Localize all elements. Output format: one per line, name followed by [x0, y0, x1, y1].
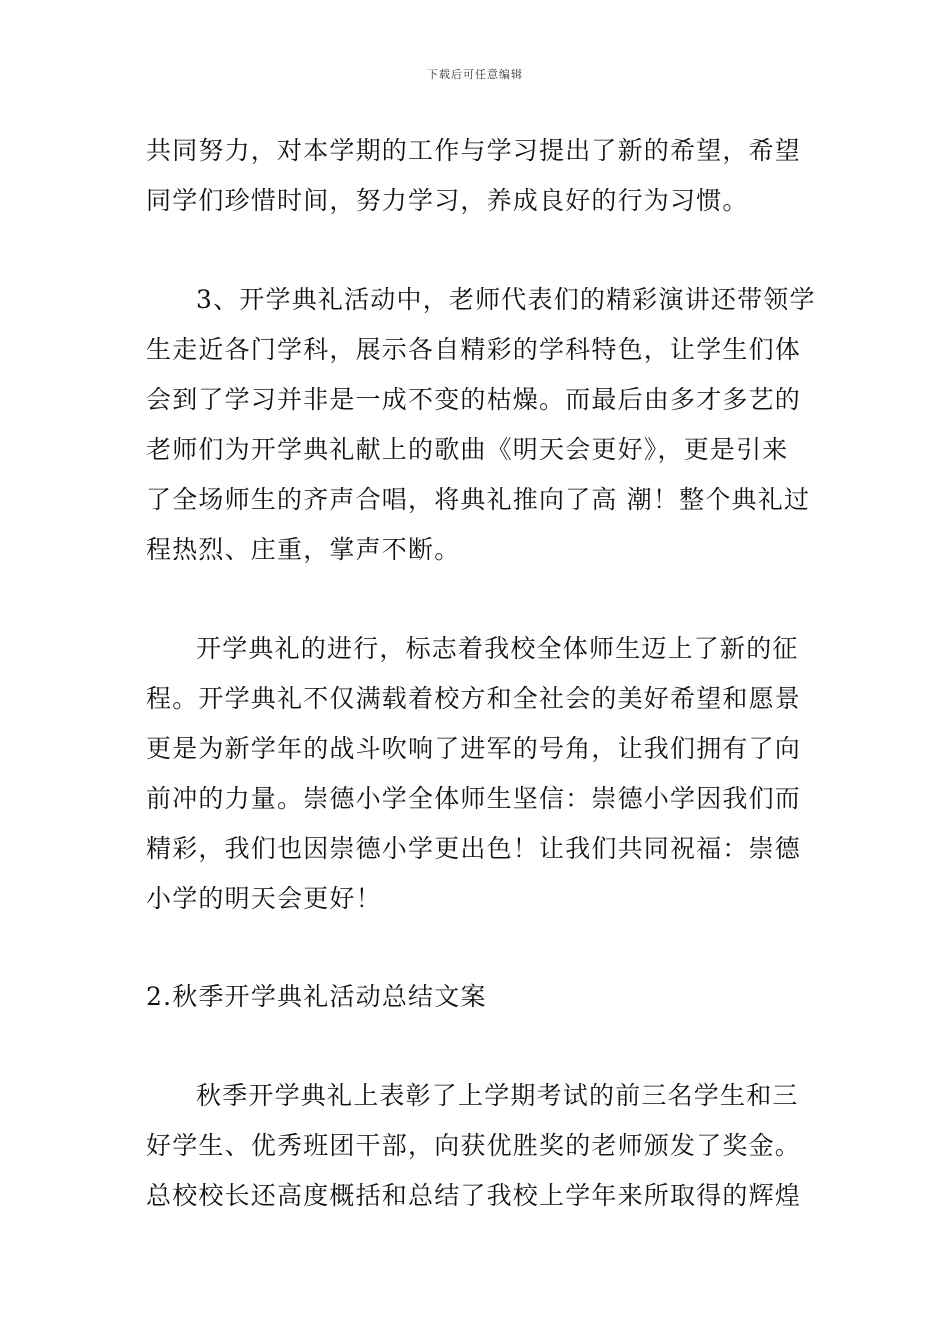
paragraph-line: 更是为新学年的战斗吹响了进军的号角，让我们拥有了向 [146, 734, 802, 763]
paragraph-line: 3、开学典礼活动中，老师代表们的精彩演讲还带领学 [196, 285, 816, 314]
paragraph-line: 小学的明天会更好！ [146, 884, 382, 913]
paragraph-line: 共同努力，对本学期的工作与学习提出了新的希望，希望 [146, 136, 802, 165]
paragraph-line: 程。开学典礼不仅满载着校方和全社会的美好希望和愿景 [146, 684, 802, 713]
paragraph-line: 前冲的力量。崇德小学全体师生坚信：崇德小学因我们而 [146, 784, 802, 813]
page-header: 下载后可任意编辑 [427, 68, 523, 81]
paragraph-line: 精彩，我们也因崇德小学更出色！让我们共同祝福：崇德 [146, 834, 802, 863]
paragraph-line: 秋季开学典礼上表彰了上学期考试的前三名学生和三 [196, 1081, 799, 1110]
section-heading: 2.秋季开学典礼活动总结文案 [146, 982, 487, 1011]
paragraph-line: 了全场师生的齐声合唱，将典礼推向了高 潮！整个典礼过 [146, 485, 811, 514]
paragraph-line: 老师们为开学典礼献上的歌曲《明天会更好》，更是引来 [146, 435, 789, 464]
paragraph-line: 程热烈、庄重，掌声不断。 [146, 535, 461, 564]
paragraph-line: 生走近各门学科，展示各自精彩的学科特色，让学生们体 [146, 335, 802, 364]
paragraph-line: 好学生、优秀班团干部，向获优胜奖的老师颁发了奖金。 [146, 1131, 802, 1160]
paragraph-line: 总校校长还高度概括和总结了我校上学年来所取得的辉煌 [146, 1181, 802, 1210]
paragraph-line: 开学典礼的进行，标志着我校全体师生迈上了新的征 [196, 634, 799, 663]
paragraph-line: 同学们珍惜时间，努力学习，养成良好的行为习惯。 [146, 186, 749, 215]
paragraph-line: 会到了学习并非是一成不变的枯燥。而最后由多才多艺的 [146, 385, 802, 414]
